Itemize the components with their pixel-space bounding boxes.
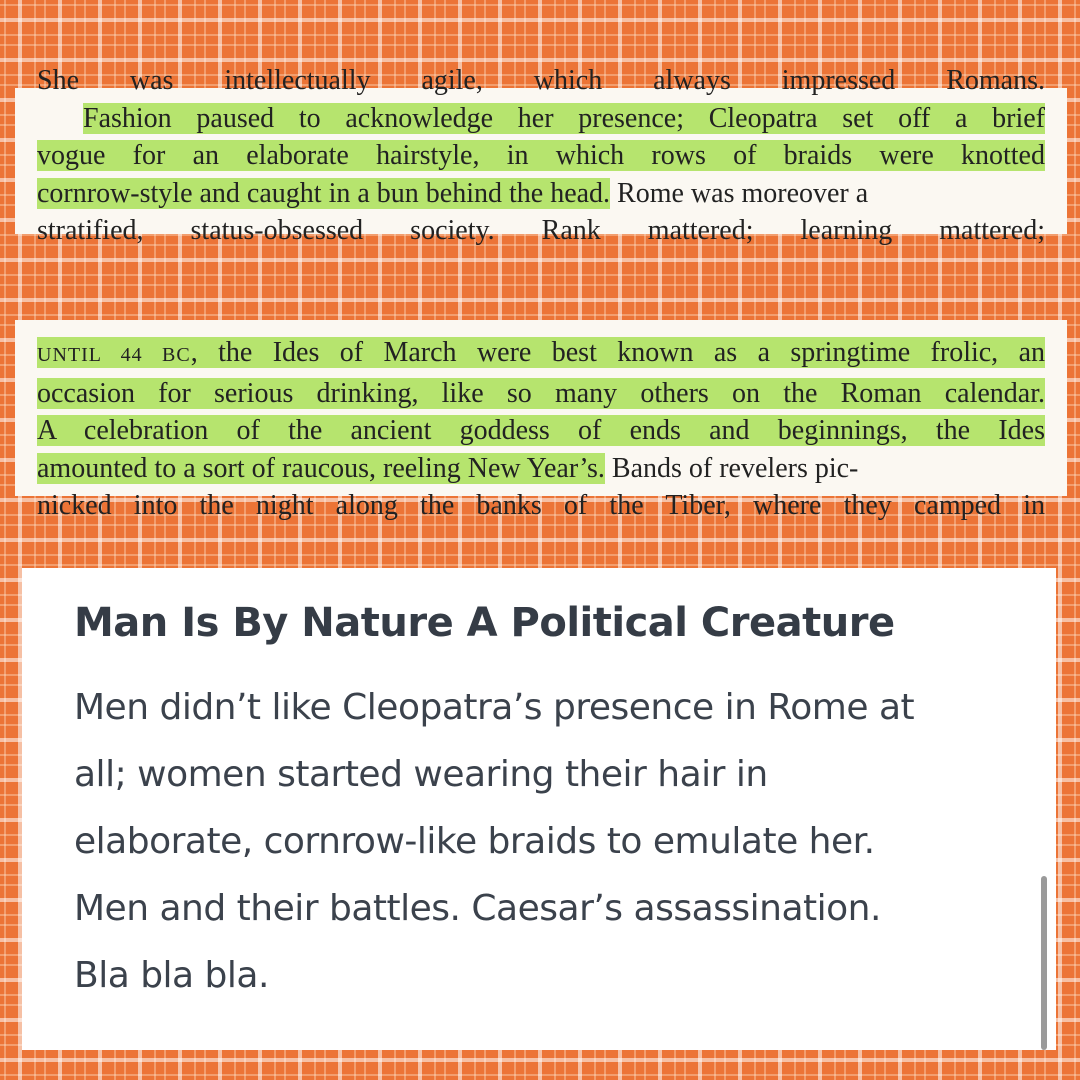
note-line: Bla bla bla. — [74, 955, 269, 996]
plain-text: Bands of revelers pic- — [604, 452, 859, 484]
note-title: Man Is By Nature A Political Creature — [74, 600, 895, 646]
note-line: elaborate, cornrow-like braids to emulate her. — [74, 821, 875, 862]
book-line — [37, 375, 1045, 413]
note-line: all; women started wearing their hair in — [74, 754, 768, 795]
highlighted-text: Fashion paused to acknowledge her presence; Cleopatra set off a brief — [83, 102, 1045, 134]
highlighted-text: occasion for serious drinking, like so many others on the Roman calendar. — [37, 377, 1045, 409]
book-line: She was intellectually agile, which always impressed Romans. — [37, 65, 1045, 96]
note-line: Men didn’t like Cleopatra’s presence in Rome at — [74, 687, 915, 728]
smallcaps-lead: UNTIL 44 BC — [37, 344, 191, 366]
book-excerpt-ides-of-march — [15, 320, 1067, 521]
note-card — [22, 568, 1056, 1050]
book-line — [37, 175, 1045, 213]
book-line — [37, 412, 1045, 450]
note-body — [74, 674, 1006, 1009]
note-line: Men and their battles. Caesar’s assassination. — [74, 888, 881, 929]
highlighted-text: UNTIL 44 BC, the Ides of March were best known as a springtime frolic, an — [37, 337, 1046, 368]
highlighted-text: vogue for an elaborate hairstyle, in which rows of braids were knotted — [37, 140, 1045, 171]
highlighted-text: amounted to a sort of raucous, reeling New Year’s. — [37, 452, 605, 484]
book-line — [37, 137, 1045, 175]
book-line: stratified, status-obsessed society. Rank mattered; learning mattered; — [37, 215, 1045, 246]
book-line: nicked into the night along the banks of the Tiber, where they camped in — [37, 490, 1045, 521]
plain-text: Rome was moreover a — [610, 177, 869, 209]
book-line — [37, 100, 1045, 138]
book-excerpt-fashion — [15, 65, 1067, 246]
book-line — [37, 334, 1045, 375]
highlighted-text: A celebration of the ancient goddess of ends and beginnings, the Ides — [37, 415, 1045, 446]
highlighted-text: cornrow-style and caught in a bun behind the head. — [37, 177, 611, 209]
scrollbar-thumb[interactable] — [1041, 876, 1047, 1050]
book-line — [37, 450, 1045, 488]
